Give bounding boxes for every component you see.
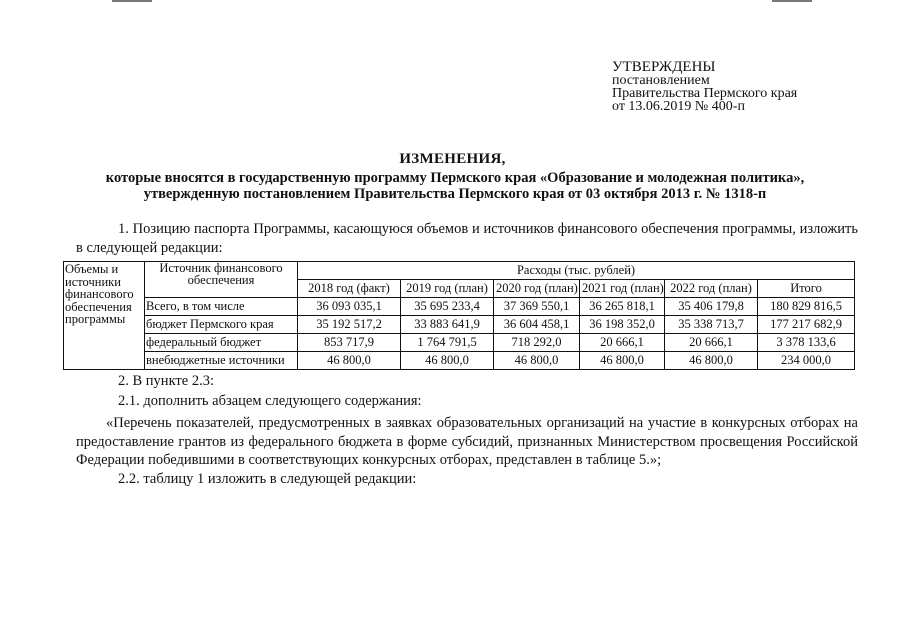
cell-value: 46 800,0 [298, 352, 401, 370]
cell-value: 46 800,0 [665, 352, 758, 370]
document-subtitle [90, 170, 820, 202]
cell-value: 35 192 517,2 [298, 316, 401, 334]
cell-value: 37 369 550,1 [494, 298, 580, 316]
cell-value: 46 800,0 [580, 352, 665, 370]
cell-value: 20 666,1 [580, 334, 665, 352]
cell-value: 20 666,1 [665, 334, 758, 352]
cell-value: 177 217 682,9 [758, 316, 855, 334]
approval-line-3: от 13.06.2019 № 400-п [612, 99, 745, 114]
paragraph-1: 1. Позицию паспорта Программы, касающуюся объемов и источников финансового обеспечения программы, изложить в следующей редакции: [76, 221, 858, 256]
cell-value: 180 829 816,5 [758, 298, 855, 316]
row-label: Всего, в том числе [145, 298, 298, 316]
total-header: Итого [758, 280, 855, 298]
cell-value: 853 717,9 [298, 334, 401, 352]
year-header: 2020 год (план) [494, 280, 580, 298]
expenses-header: Расходы (тыс. рублей) [298, 262, 855, 280]
paragraph-2: 2. В пункте 2.3: [118, 373, 214, 389]
subtitle-line-1: которые вносятся в государственную программу Пермского края «Образование и молодежная политика», [105, 170, 805, 186]
quote-paragraph: «Перечень показателей, предусмотренных в заявках образовательных организаций на участие в конкурсных отборах на предоставление грантов из федерального бюджета в форме субсидий, признанных Министерством просвещения Российской Федерации победившими в соответствующих конкурсных отборах, представлен в таблице 5.»; [76, 415, 858, 468]
table-row [64, 352, 855, 370]
paragraph-2-1: 2.1. дополнить абзацем следующего содержания: [118, 393, 422, 409]
cell-value: 33 883 641,9 [401, 316, 494, 334]
approval-line-2: Правительства Пермского края [612, 86, 798, 101]
paragraph-2-2: 2.2. таблицу 1 изложить в следующей редакции: [118, 471, 417, 487]
row-label: федеральный бюджет [145, 334, 298, 352]
volume-label-cell: Объемы и источники финансового обеспечения программы [64, 262, 145, 370]
cell-value: 718 292,0 [494, 334, 580, 352]
cell-value: 36 604 458,1 [494, 316, 580, 334]
table-row [64, 316, 855, 334]
cell-value: 36 198 352,0 [580, 316, 665, 334]
cell-value: 46 800,0 [494, 352, 580, 370]
approval-line-1: постановлением [612, 73, 710, 88]
row-label: внебюджетные источники [145, 352, 298, 370]
year-header: 2022 год (план) [665, 280, 758, 298]
cell-value: 35 338 713,7 [665, 316, 758, 334]
approval-title: УТВЕРЖДЕНЫ [612, 59, 716, 75]
cell-value: 36 265 818,1 [580, 298, 665, 316]
year-header: 2018 год (факт) [298, 280, 401, 298]
year-header: 2021 год (план) [580, 280, 665, 298]
cell-value: 234 000,0 [758, 352, 855, 370]
table-row [64, 298, 855, 316]
source-header: Источник финансового обеспечения [145, 262, 298, 298]
subtitle-line-2: утвержденную постановлением Правительства Пермского края от 03 октября 2013 г. № 1318-п [143, 186, 767, 202]
row-label: бюджет Пермского края [145, 316, 298, 334]
cell-value: 1 764 791,5 [401, 334, 494, 352]
document-title: ИЗМЕНЕНИЯ, [399, 151, 506, 167]
table-row [64, 334, 855, 352]
cell-value: 35 406 179,8 [665, 298, 758, 316]
financing-table [63, 261, 855, 370]
cell-value: 46 800,0 [401, 352, 494, 370]
cell-value: 36 093 035,1 [298, 298, 401, 316]
scan-edge-mark-left [112, 0, 152, 2]
cell-value: 35 695 233,4 [401, 298, 494, 316]
approval-stamp [612, 60, 797, 113]
year-header: 2019 год (план) [401, 280, 494, 298]
cell-value: 3 378 133,6 [758, 334, 855, 352]
scan-edge-mark-right [772, 0, 812, 2]
